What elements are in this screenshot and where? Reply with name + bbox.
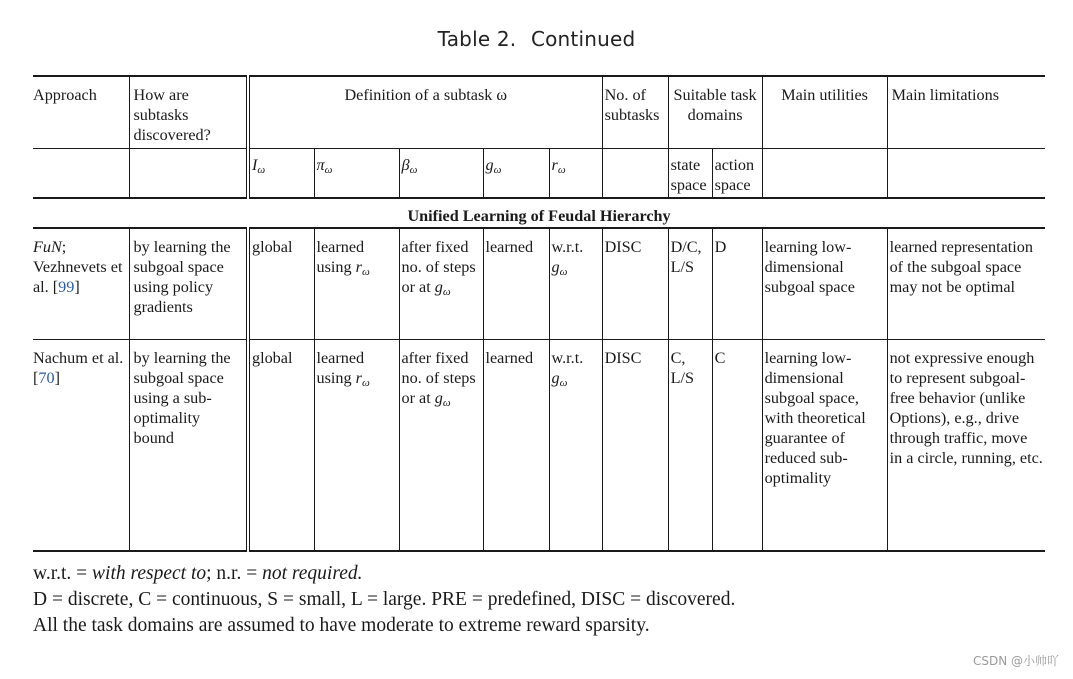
header-row-1 — [33, 76, 1045, 149]
r-text: w.r.t. — [551, 349, 584, 367]
note-nr-meaning: not required. — [262, 563, 363, 584]
header-definition — [248, 76, 602, 149]
symbol-omega: ω — [559, 266, 568, 278]
cell-g — [483, 340, 549, 552]
cell-state-space — [668, 228, 712, 340]
main-utilities-text: learning low-dimensional subgoal space, with theoretical guarantee of reduced sub-optimality — [764, 349, 866, 487]
table-row — [33, 340, 1045, 552]
table-notes — [33, 561, 735, 639]
g-value: learned — [485, 349, 534, 367]
table-caption — [0, 27, 1073, 51]
pi-text: learned using — [316, 238, 365, 276]
approach-authors: ; Vezhnevets et al. [ — [33, 238, 123, 296]
approach-name: FuN — [33, 238, 62, 256]
num-subtasks-value: DISC — [604, 349, 642, 367]
cell-g — [483, 228, 549, 340]
header-task-domains-label: Suitable task domains — [673, 86, 757, 124]
note-wrt: w.r.t. = — [33, 563, 93, 584]
header-num-subtasks-label: No. of subtasks — [604, 86, 660, 124]
cell-r — [549, 340, 602, 552]
symbol-omega: ω — [557, 164, 566, 176]
header-how-discovered-label: How are subtasks discovered? — [133, 86, 211, 144]
header-beta-omega — [399, 149, 483, 199]
cell-action-space — [712, 340, 762, 552]
symbol-omega: ω — [257, 164, 266, 176]
action-space-value: C — [714, 349, 726, 367]
header-row-2 — [33, 149, 1045, 199]
symbol-omega: ω — [361, 377, 370, 389]
r-text: w.r.t. — [551, 238, 584, 256]
header-definition-label: Definition of a subtask ω — [344, 86, 508, 104]
header-state-space — [668, 149, 712, 199]
symbol-I: I — [252, 156, 258, 174]
symbol-r: r — [355, 369, 362, 387]
cell-how-discovered — [129, 228, 248, 340]
table-caption-label: Table 2. — [437, 27, 517, 51]
watermark: CSDN @小帅吖 — [972, 654, 1059, 668]
header-action-space — [712, 149, 762, 199]
symbol-g: g — [434, 389, 443, 407]
header2-empty-utilities — [762, 149, 887, 199]
header-r-omega — [549, 149, 602, 199]
main-limitations-text: learned representation of the subgoal space may not be optimal — [889, 238, 1033, 296]
symbol-omega: ω — [409, 164, 418, 176]
header-num-subtasks — [602, 76, 668, 149]
how-discovered-text: by learning the subgoal space using policy gradients — [133, 238, 231, 316]
cell-num-subtasks — [602, 228, 668, 340]
num-subtasks-value: DISC — [604, 238, 642, 256]
cell-main-limitations — [887, 340, 1045, 552]
beta-text: after fixed no. of steps or at — [401, 238, 476, 296]
header-state-space-label: state space — [670, 156, 707, 194]
table-row — [33, 228, 1045, 340]
citation-link[interactable]: 70 — [38, 369, 55, 387]
header2-empty-how — [129, 149, 248, 199]
symbol-g: g — [551, 369, 560, 387]
cell-beta — [399, 340, 483, 552]
section-title-label: Unified Learning of Feudal Hierarchy — [407, 207, 671, 225]
note-sparsity: All the task domains are assumed to have moderate to extreme reward sparsity. — [33, 615, 650, 636]
how-discovered-text: by learning the subgoal space using a sub-optimality bound — [133, 349, 231, 447]
symbol-r: r — [551, 156, 558, 174]
header-main-limitations — [887, 76, 1045, 149]
pi-text: learned using — [316, 349, 365, 387]
section-row — [33, 198, 1045, 228]
cell-how-discovered — [129, 340, 248, 552]
note-wrt-meaning: with respect to — [92, 563, 207, 584]
cell-main-utilities — [762, 228, 887, 340]
symbol-g: g — [485, 156, 494, 174]
symbol-g: g — [434, 278, 443, 296]
approach-authors: Nachum et al. [ — [33, 349, 124, 387]
cell-pi — [314, 228, 399, 340]
header-pi-omega — [314, 149, 399, 199]
cell-I — [248, 340, 314, 552]
header2-empty-approach — [33, 149, 129, 199]
header2-empty-num — [602, 149, 668, 199]
symbol-g: g — [551, 258, 560, 276]
cell-approach — [33, 340, 129, 552]
header-how-discovered — [129, 76, 248, 149]
note-abbreviations — [33, 561, 735, 587]
header-g-omega — [483, 149, 549, 199]
g-value: learned — [485, 238, 534, 256]
symbol-omega: ω — [559, 377, 568, 389]
approach-close-bracket: ] — [54, 369, 60, 387]
symbol-beta: β — [401, 156, 410, 174]
state-space-value: D/C, L/S — [670, 238, 702, 276]
symbol-omega: ω — [442, 397, 451, 409]
header2-empty-limitations — [887, 149, 1045, 199]
note-legend: D = discrete, C = continuous, S = small, L = large. PRE = predefined, DISC = discovered. — [33, 589, 736, 610]
cell-num-subtasks — [602, 340, 668, 552]
section-title — [33, 198, 1045, 228]
header-main-limitations-label: Main limitations — [891, 86, 1000, 104]
cell-state-space — [668, 340, 712, 552]
header-action-space-label: action space — [714, 156, 755, 194]
cell-approach — [33, 228, 129, 340]
header-main-utilities-label: Main utilities — [781, 86, 868, 104]
symbol-r: r — [355, 258, 362, 276]
symbol-omega: ω — [442, 286, 451, 298]
note-nr: ; n.r. = — [206, 563, 263, 584]
cell-main-limitations — [887, 228, 1045, 340]
citation-link[interactable]: 99 — [58, 278, 75, 296]
symbol-omega: ω — [493, 164, 502, 176]
symbol-omega: ω — [324, 164, 333, 176]
cell-r — [549, 228, 602, 340]
symbol-omega: ω — [361, 266, 370, 278]
state-space-value: C, L/S — [670, 349, 694, 387]
symbol-pi: π — [316, 156, 325, 174]
cell-main-utilities — [762, 340, 887, 552]
main-limitations-text: not expressive enough to represent subgoal-free behavior (unlike Options), e.g., drive through traffic, move in a circle, running, etc. — [889, 349, 1043, 467]
I-value: global — [252, 349, 293, 367]
cell-beta — [399, 228, 483, 340]
main-utilities-text: learning low-dimensional subgoal space — [764, 238, 855, 296]
cell-action-space — [712, 228, 762, 340]
comparison-table — [33, 75, 1045, 552]
beta-text: after fixed no. of steps or at — [401, 349, 476, 407]
cell-pi — [314, 340, 399, 552]
header-main-utilities — [762, 76, 887, 149]
approach-close-bracket: ] — [74, 278, 80, 296]
I-value: global — [252, 238, 293, 256]
header-I-omega — [248, 149, 314, 199]
action-space-value: D — [714, 238, 727, 256]
cell-I — [248, 228, 314, 340]
header-task-domains — [668, 76, 762, 149]
header-approach — [33, 76, 129, 149]
table-caption-text: Continued — [530, 27, 636, 51]
header-approach-label: Approach — [33, 86, 97, 104]
